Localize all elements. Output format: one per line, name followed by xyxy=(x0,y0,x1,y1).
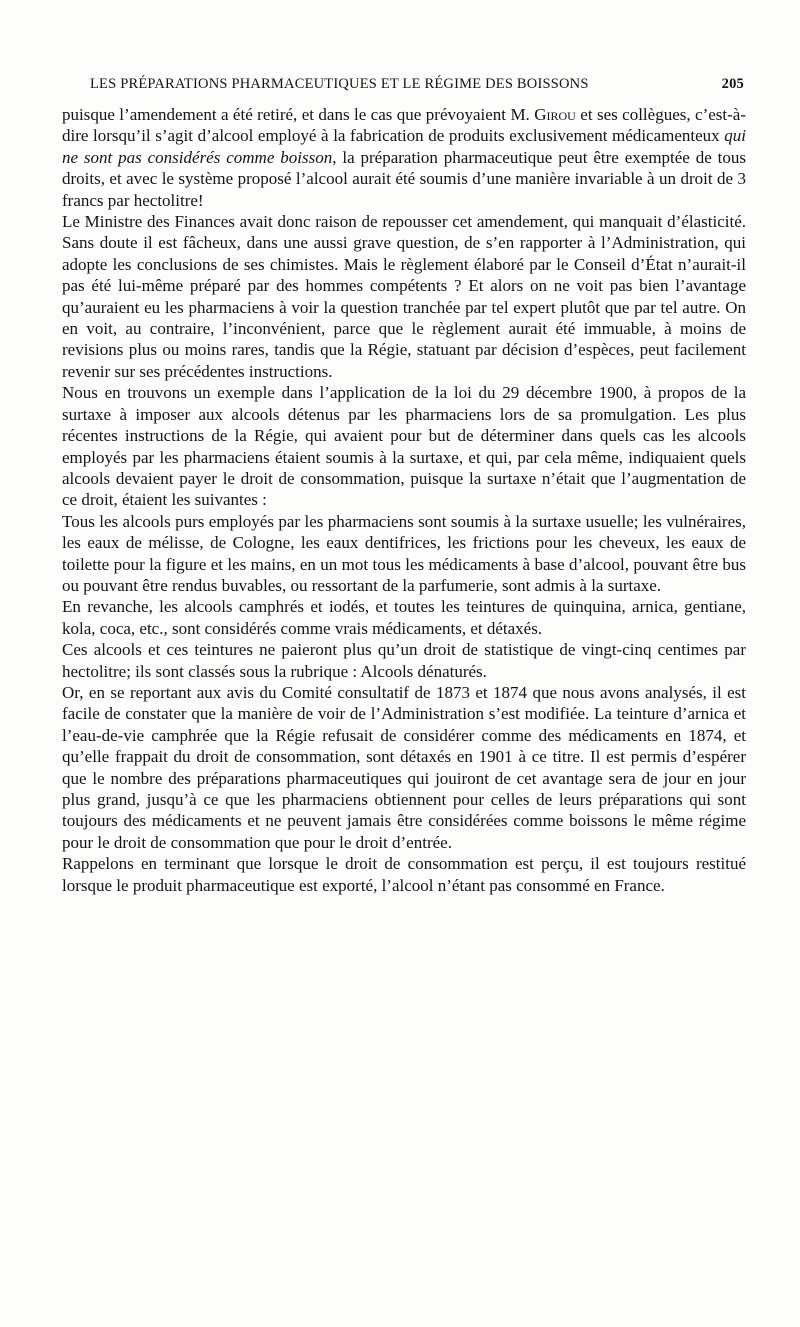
paragraph-3: Nous en trouvons un exemple dans l’application de la loi du 29 décembre 1900, à propos de la surtaxe à imposer aux alcools détenus par les pharmaciens lors de sa promulgation. Les plus récentes instructions de la Régie, qui avaient pour but de déterminer dans quels cas les alcools employés par les pharmaciens étaient soumis à la surtaxe, et qui, par cela même, indiquaient quels alcools devaient payer le droit de consommation, puisque la surtaxe n’était que l’augmentation de ce droit, étaient les suivantes : xyxy=(62,383,746,510)
running-head xyxy=(62,76,744,98)
paragraph-2: Le Ministre des Finances avait donc raison de repousser cet amendement, qui manquait d’élasticité. Sans doute il est fâcheux, dans une aussi grave question, de s’en rapporter à l’Administration, qui adopte les conclusions de ses chimistes. Mais le règlement élaboré par le Conseil d’État n’aurait-il pas été lui-même préparé par des hommes compétents ? Et alors on ne voit pas bien l’avantage qu’auraient eu les pharmaciens à voir la question tranchée par tel expert plutôt que par tel autre. On en voit, au contraire, l’inconvénient, parce que le règlement aurait été immuable, à moins de revisions plus ou moins rares, tandis que la Régie, statuant par décision d’espèces, peut facilement revenir sur ses précédentes instructions. xyxy=(62,212,746,381)
paragraph-8: Rappelons en terminant que lorsque le droit de consommation est perçu, il est toujours restitué lorsque le produit pharmaceutique est exporté, l’alcool n’étant pas consommé en France. xyxy=(62,854,746,895)
italic-phrase: qui ne sont pas considérés comme boisson xyxy=(62,126,746,167)
page-number: 205 xyxy=(721,76,744,92)
paragraph-5: En revanche, les alcools camphrés et iodés, et toutes les teintures de quinquina, arnica, gentiane, kola, coca, etc., sont considérés comme vrais médicaments, et détaxés. xyxy=(62,597,746,638)
paragraph-text: puisque l’amendement a été retiré, et dans le cas que prévoyaient M. xyxy=(62,105,535,124)
author-name: Girou xyxy=(534,105,576,124)
paragraph-1 xyxy=(62,104,746,211)
running-title: LES PRÉPARATIONS PHARMACEUTIQUES ET LE RÉGIME DES BOISSONS xyxy=(90,76,589,92)
paragraph-text: et ses collègues, c’est-à-dire lorsqu’il s’agit d’alcool employé à la fabrication de produits exclusivement médicamenteux xyxy=(62,105,746,146)
paragraph-4: Tous les alcools purs employés par les pharmaciens sont soumis à la surtaxe usuelle; les vulnéraires, les eaux de mélisse, de Cologne, les eaux dentifrices, les frictions pour les cheveux, les eaux de toilette pour la figure et les mains, en un mot tous les médicaments à base d’alcool, pouvant être bus ou pouvant être rendus buvables, ou ressortant de la parfumerie, sont admis à la surtaxe. xyxy=(62,511,746,595)
paragraph-text: , la préparation pharmaceutique peut être exemptée de tous droits, et avec le système proposé l’alcool aurait été soumis d’une manière invariable à un droit de 3 francs par hectolitre! xyxy=(62,147,746,210)
paragraph-7: Or, en se reportant aux avis du Comité consultatif de 1873 et 1874 que nous avons analysés, il est facile de constater que la manière de voir de l’Administration s’est modifiée. La teinture d’arnica et l’eau-de-vie camphrée que la Régie refusait de considérer comme des médicaments en 1874, et qu’elle frappait du droit de consommation, sont détaxés en 1901 à ce titre. Il est permis d’espérer que le nombre des préparations pharmaceutiques qui jouiront de cet avantage sera de jour en jour plus grand, jusqu’à ce que les pharmaciens obtiennent pour celles de leurs préparations qui sont toujours des médicaments et ne peuvent jamais être considérées comme boissons le même régime pour le droit de consommation que pour le droit d’entrée. xyxy=(62,682,746,852)
body-text xyxy=(62,104,746,896)
paragraph-6: Ces alcools et ces teintures ne paieront plus qu’un droit de statistique de vingt-cinq centimes par hectolitre; ils sont classés sous la rubrique : Alcools dénaturés. xyxy=(62,640,746,681)
